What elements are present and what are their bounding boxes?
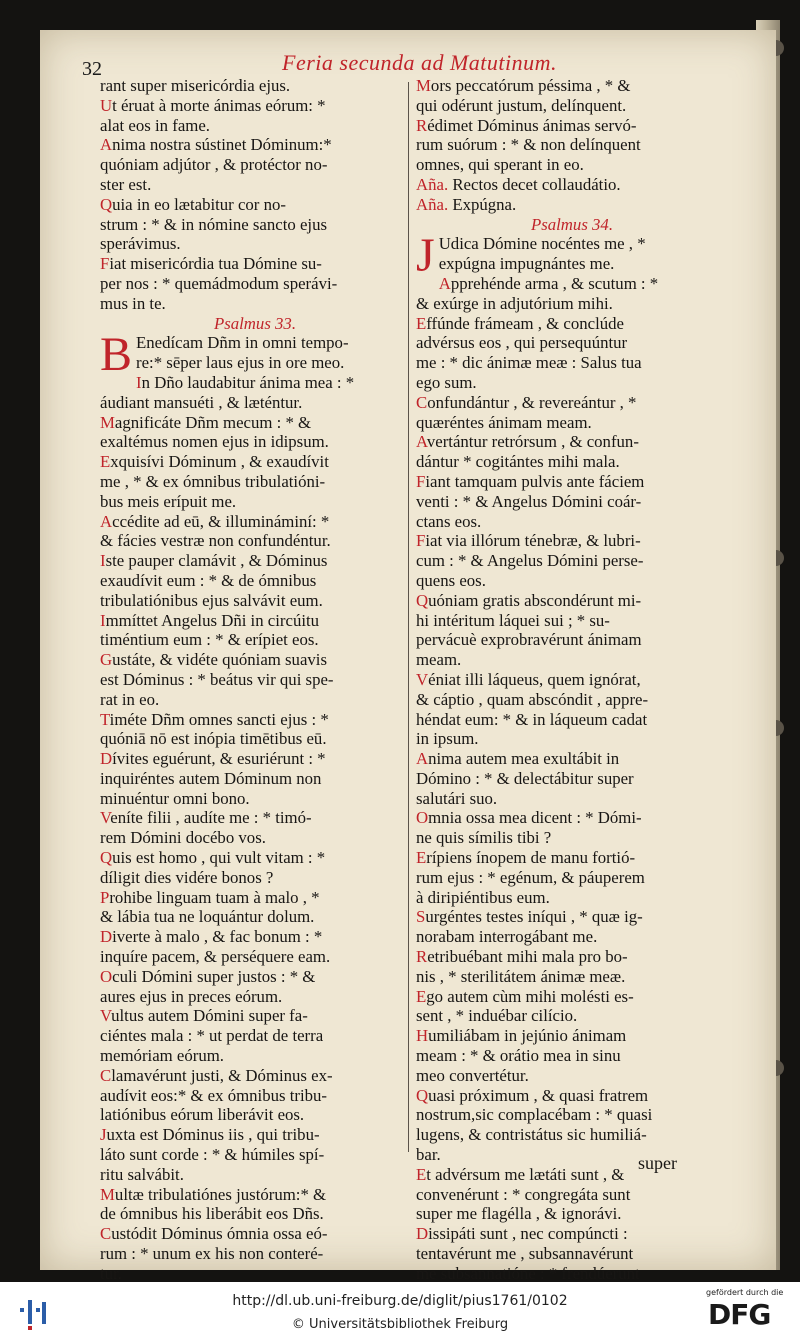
drop-capital: B: [100, 328, 133, 382]
line-text: exaltémus nomen ejus in idipsum.: [100, 432, 329, 452]
line-text: & fácies vestræ non confundéntur.: [100, 531, 331, 551]
text-line: [100, 749, 400, 769]
line-text: bus meis erípuit me.: [100, 491, 237, 511]
text-line: [100, 274, 400, 294]
text-line: [416, 828, 718, 848]
line-text: convenérunt : * congregáta sunt: [416, 1184, 631, 1204]
line-text: urgéntes testes iníqui , * quæ ig-: [425, 907, 643, 927]
page-number: 32: [82, 58, 102, 80]
text-line: [416, 1046, 718, 1066]
column-divider: [408, 82, 409, 1152]
text-line: [416, 1204, 718, 1224]
line-text: quóniam adjútor , & protéctor no-: [100, 155, 328, 175]
text-line: [100, 670, 400, 690]
psalm-heading: [100, 314, 400, 334]
rubric-initial: M: [100, 1184, 115, 1204]
line-text: & lábia tua ne loquántur dolum.: [100, 907, 315, 927]
line-text: exaudívit eum : * & de ómnibus: [100, 570, 317, 590]
text-line: [416, 531, 718, 551]
text-line: [416, 432, 718, 452]
rubric-initial: E: [416, 986, 427, 1006]
line-text: minuéntur omni bono.: [100, 788, 250, 808]
line-text: Psalmus 33.: [213, 313, 297, 333]
line-text: issipáti sunt , nec compúncti :: [428, 1224, 628, 1244]
rubric-initial: Q: [416, 1085, 429, 1105]
text-line: [416, 175, 718, 195]
rubric-initial: U: [100, 95, 113, 115]
line-text: go autem cùm mihi molésti es-: [426, 986, 634, 1006]
line-text: quæréntes ánimam meam.: [416, 412, 592, 432]
line-text: meo convertétur.: [416, 1065, 529, 1085]
text-line: [416, 274, 718, 294]
rubric-initial: R: [416, 115, 428, 135]
text-line: [416, 551, 718, 571]
sponsor-caption: gefördert durch die: [706, 1288, 784, 1297]
line-text: onfundántur , & revereántur , *: [427, 392, 637, 412]
text-line: [416, 413, 718, 433]
line-text: díligit dies vidére bonos ?: [100, 867, 274, 887]
rubric-initial: C: [100, 1065, 112, 1085]
text-line: [416, 116, 718, 136]
line-text: super me flagélla , & ignorávi.: [416, 1204, 622, 1224]
line-text: ultus autem Dómini super fa-: [111, 1006, 308, 1026]
text-line: [100, 413, 400, 433]
text-line: [100, 1006, 400, 1026]
text-line: [416, 96, 718, 116]
text-line: [100, 868, 400, 888]
rubric-initial: M: [416, 76, 431, 95]
text-line: [100, 571, 400, 591]
rubric-initial: Q: [416, 590, 429, 610]
line-text: nima autem mea exultábit in: [428, 749, 620, 769]
line-text: tribulatiónibus ejus salvávit eum.: [100, 590, 323, 610]
line-text: rant super misericórdia ejus.: [100, 76, 291, 95]
text-line: [416, 1105, 718, 1125]
line-text: nostrum,sic complacébam : * quasi: [416, 1105, 653, 1125]
rubric-initial: Aña.: [416, 194, 449, 214]
line-text: rat in eo.: [100, 689, 160, 709]
rubric-initial: D: [416, 1224, 429, 1244]
text-line: [100, 294, 400, 314]
text-line: [416, 987, 718, 1007]
text-line: [416, 195, 718, 215]
rubric-initial: A: [100, 511, 113, 531]
text-line: [100, 1244, 400, 1264]
text-line: [416, 710, 718, 730]
line-text: meam : * & orátio mea in sinu: [416, 1046, 621, 1066]
text-line: [416, 947, 718, 967]
text-line: [416, 1224, 718, 1244]
line-text: ors peccatórum péssima , * &: [430, 76, 631, 95]
drop-capital: J: [416, 229, 435, 283]
line-text: t éruat à morte ánimas eórum: *: [112, 95, 326, 115]
text-line: [416, 1026, 718, 1046]
line-text: umiliábam in jejúnio ánimam: [428, 1026, 627, 1046]
text-line: [416, 690, 718, 710]
text-line: [100, 1185, 400, 1205]
rubric-initial: O: [100, 966, 113, 986]
text-line: [416, 452, 718, 472]
text-line: [100, 591, 400, 611]
rubric-initial: P: [100, 887, 110, 907]
line-text: de ómnibus his liberábit eos Dñs.: [100, 1204, 324, 1224]
line-text: ultæ tribulatiónes justórum:* &: [114, 1184, 327, 1204]
rubric-initial: C: [100, 1224, 112, 1244]
rubric-initial: V: [100, 1006, 112, 1026]
text-line: [100, 1105, 400, 1125]
text-line: [100, 1046, 400, 1066]
text-line: [416, 1066, 718, 1086]
text-line: [100, 492, 400, 512]
text-line: [416, 1244, 718, 1264]
rubric-initial: F: [100, 254, 110, 274]
text-line: [100, 1204, 400, 1224]
line-text: venti : * & Angelus Dómini coár-: [416, 491, 642, 511]
text-line: [100, 729, 400, 749]
line-text: & exúrge in adjutórium mihi.: [416, 293, 613, 313]
text-line: [416, 630, 718, 650]
line-text: áudiant mansuéti , & læténtur.: [100, 392, 303, 412]
line-text: inquiréntes autem Dóminum non: [100, 768, 322, 788]
text-line: [416, 789, 718, 809]
text-line: [416, 670, 718, 690]
line-text: cum : * & Angelus Dómini perse-: [416, 551, 644, 571]
line-text: etribuébant mihi mala pro bo-: [427, 947, 628, 967]
rubric-initial: C: [416, 392, 428, 412]
line-text: salutári suo.: [416, 788, 498, 808]
line-text: strum : * & in nómine sancto ejus: [100, 214, 327, 234]
text-line: [100, 1086, 400, 1106]
rubric-initial: I: [100, 551, 106, 571]
line-text: advérsus eos , qui persequúntur: [416, 333, 628, 353]
line-text: rum suórum : * & non delínquent: [416, 135, 641, 155]
text-line: [100, 630, 400, 650]
text-line: [100, 96, 400, 116]
line-text: uóniam gratis abscondérunt mi-: [428, 590, 642, 610]
text-line: [416, 571, 718, 591]
line-text: uasi próximum , & quasi fratrem: [428, 1085, 649, 1105]
permalink-url[interactable]: http://dl.ub.uni-freiburg.de/diglit/pius1761/0102: [232, 1293, 568, 1309]
text-line: [100, 472, 400, 492]
line-text: iant tamquam pulvis ante fáciem: [425, 471, 645, 491]
line-text: ne quis símilis tibi ?: [416, 828, 552, 848]
line-text: timéntium eum : * & erípiet eos.: [100, 630, 319, 650]
line-text: pervácuè exprobravérunt ánimam: [416, 630, 642, 650]
line-text: rohibe linguam tuam à malo , *: [109, 887, 320, 907]
text-line: [416, 967, 718, 987]
line-text: mmíttet Angelus Dñi in circúitu: [105, 610, 320, 630]
text-line: [416, 373, 718, 393]
text-line: [100, 907, 400, 927]
line-text: me : * dic ánimæ meæ : Salus tua: [416, 353, 642, 373]
text-line: [416, 888, 718, 908]
line-text: rum ejus : * egénum, & páuperem: [416, 867, 645, 887]
text-line: [100, 710, 400, 730]
text-line: [416, 155, 718, 175]
line-text: latiónibus eórum liberávit eos.: [100, 1105, 305, 1125]
text-line: [100, 195, 400, 215]
line-text: Expúgna.: [448, 194, 517, 214]
text-line: [100, 1026, 400, 1046]
text-line: [100, 828, 400, 848]
text-line: [416, 492, 718, 512]
line-text: láto sunt corde : * & húmiles spí-: [100, 1145, 325, 1165]
line-text: Psalmus 34.: [530, 214, 614, 234]
line-text: mus in te.: [100, 293, 166, 313]
text-line: [416, 1264, 718, 1282]
line-text: ffúnde frámeam , & conclúde: [426, 313, 624, 333]
text-line: [416, 769, 718, 789]
line-text: culi Dómini super justos : * &: [112, 966, 316, 986]
text-line: [416, 314, 718, 334]
rubric-initial: E: [416, 848, 427, 868]
text-line: [416, 472, 718, 492]
text-line: [100, 1264, 400, 1282]
line-text: sent , * induébar cilício.: [416, 1006, 578, 1026]
text-line: [100, 393, 400, 413]
text-line: [100, 1125, 400, 1145]
line-text: uis est homo , qui vult vitam : *: [112, 848, 326, 868]
line-text: uia in eo lætabitur cor no-: [112, 194, 286, 214]
line-text: xquisívi Dóminum , & exaudívit: [110, 452, 329, 472]
line-text: & cáptio , quam abscóndit , appre-: [416, 689, 649, 709]
rubric-initial: J: [100, 1125, 107, 1145]
text-line: [100, 1145, 400, 1165]
text-line: [100, 116, 400, 136]
dfg-logo: DFG: [708, 1298, 771, 1331]
text-line: [100, 769, 400, 789]
rubric-initial: D: [100, 749, 113, 769]
text-line: [100, 947, 400, 967]
line-text: ego sum.: [416, 372, 477, 392]
line-text: in ipsum.: [416, 729, 479, 749]
rubric-initial: I: [136, 372, 142, 392]
line-text: uxta est Dóminus iis , qui tribu-: [106, 1125, 320, 1145]
text-line: [100, 611, 400, 631]
line-text: lamavérunt justi, & Dóminus ex-: [111, 1065, 333, 1085]
text-line: [100, 76, 400, 96]
line-text: bar.: [416, 1145, 441, 1165]
line-text: ciéntes mala : * ut perdat de terra: [100, 1026, 324, 1046]
rubric-initial: F: [416, 531, 426, 551]
psalm-heading: [416, 215, 718, 235]
line-text: rípiens ínopem de manu fortió-: [426, 848, 636, 868]
line-text: hi intéritum láquei sui ; * su-: [416, 610, 610, 630]
text-line: [100, 353, 400, 373]
line-text: sperávimus.: [100, 234, 181, 254]
text-line: [416, 76, 718, 96]
text-line: [100, 234, 400, 254]
catchword: super: [638, 1153, 677, 1173]
copyright-notice: © Universitätsbibliothek Freiburg: [291, 1317, 509, 1332]
text-line: [100, 808, 400, 828]
line-text: meam.: [416, 650, 462, 670]
text-line: [416, 353, 718, 373]
text-line: [100, 650, 400, 670]
text-line: [416, 650, 718, 670]
line-text: iméte Dñm omnes sancti ejus : *: [109, 709, 329, 729]
rubric-initial: Aña.: [416, 174, 449, 194]
rubric-initial: Q: [100, 848, 113, 868]
line-text: tur.: [100, 1263, 122, 1282]
rubric-initial: E: [100, 452, 111, 472]
text-line: [416, 254, 718, 274]
line-text: qui odérunt justum, delínquent.: [416, 95, 627, 115]
line-text: memóriam eórum.: [100, 1046, 224, 1066]
rubric-initial: A: [416, 432, 427, 452]
text-line: [100, 1165, 400, 1185]
text-line: [416, 808, 718, 828]
rubric-initial: E: [416, 1164, 427, 1184]
right-column: [416, 76, 718, 1282]
rubric-initial: M: [100, 412, 115, 432]
text-line: [416, 868, 718, 888]
line-text: édimet Dóminus ánimas servó-: [427, 115, 637, 135]
text-line: [416, 1006, 718, 1026]
text-line: [100, 135, 400, 155]
text-line: [416, 848, 718, 868]
line-text: pprehénde arma , & scutum : *: [450, 273, 659, 293]
rubric-initial: D: [100, 927, 113, 947]
rubric-initial: H: [416, 1026, 429, 1046]
line-text: me subsannatióne : * frendúerunt: [416, 1263, 640, 1282]
text-line: [416, 1125, 718, 1145]
rubric-initial: A: [416, 749, 429, 769]
line-text: rum : * unum ex his non conteré-: [100, 1244, 324, 1264]
line-text: ccédite ad eū, & illumináminí: *: [112, 511, 330, 531]
line-text: tentavérunt me , subsannavérunt: [416, 1244, 634, 1264]
line-text: n Dño laudabitur ánima mea : *: [141, 372, 355, 392]
text-line: [100, 512, 400, 532]
line-text: ívites eguérunt, & esuriérunt : *: [112, 749, 326, 769]
line-text: inquíre pacem, & perséquere eam.: [100, 947, 331, 967]
text-line: [416, 729, 718, 749]
rubric-initial: E: [416, 313, 427, 333]
text-line: [100, 551, 400, 571]
text-line: [100, 1224, 400, 1244]
text-line: [416, 294, 718, 314]
line-text: éniat illi láqueus, quem ignórat,: [428, 669, 641, 689]
running-title: Feria secunda ad Matutinum.: [282, 50, 558, 75]
text-line: [100, 690, 400, 710]
line-text: agnificáte Dñm mecum : * &: [114, 412, 312, 432]
line-text: héndat eum: * & in láqueum cadat: [416, 709, 648, 729]
text-line: [100, 967, 400, 987]
rubric-initial: V: [416, 669, 429, 689]
line-text: t advérsum me lætáti sunt , &: [426, 1164, 625, 1184]
text-line: [416, 611, 718, 631]
line-text: ustáte, & vidéte quóniam suavis: [112, 650, 327, 670]
text-line: [100, 531, 400, 551]
line-text: alat eos in fame.: [100, 115, 210, 135]
line-text: Enedícam Dñm in omni tempo-: [136, 333, 349, 353]
text-line: [100, 254, 400, 274]
line-text: rem Dómini docébo vos.: [100, 828, 266, 848]
line-text: Rectos decet collaudátio.: [448, 174, 621, 194]
line-text: iverte à malo , & fac bonum : *: [112, 927, 323, 947]
line-text: aures ejus in preces eórum.: [100, 986, 283, 1006]
rubric-initial: G: [100, 650, 113, 670]
line-text: re:* sēper laus ejus in ore meo.: [136, 353, 345, 373]
text-line: [100, 789, 400, 809]
text-line: [416, 591, 718, 611]
rubric-initial: A: [100, 135, 113, 155]
text-line: [100, 432, 400, 452]
line-text: iat misericórdia tua Dómine su-: [109, 254, 322, 274]
line-text: nis , * sterilitátem ánimæ meæ.: [416, 966, 626, 986]
text-line: [416, 1086, 718, 1106]
text-line: [416, 1185, 718, 1205]
rubric-initial: A: [438, 273, 451, 293]
line-text: ste pauper clamávit , & Dóminus: [105, 551, 328, 571]
line-text: ritu salvábit.: [100, 1164, 184, 1184]
line-text: est Dóminus : * beátus vir qui spe-: [100, 669, 334, 689]
line-text: omnes, qui sperant in eo.: [416, 155, 584, 175]
text-line: [100, 987, 400, 1007]
text-line: [100, 215, 400, 235]
line-text: me , * & ex ómnibus tribulatióni-: [100, 471, 326, 491]
line-text: ctans eos.: [416, 511, 482, 531]
text-line: [416, 907, 718, 927]
line-text: à diripiéntibus eum.: [416, 887, 550, 907]
line-text: quens eos.: [416, 570, 486, 590]
text-line: [100, 452, 400, 472]
rubric-initial: T: [100, 709, 110, 729]
line-text: Udica Dómine nocéntes me , *: [438, 234, 646, 254]
line-text: eníte filii , audíte me : * timó-: [110, 808, 312, 828]
line-text: mnia ossa mea dicent : * Dómi-: [428, 808, 642, 828]
text-line: [100, 888, 400, 908]
line-text: expúgna impugnántes me.: [438, 254, 615, 274]
text-line: [416, 135, 718, 155]
text-line: [416, 749, 718, 769]
footer-bar: [0, 1282, 800, 1340]
rubric-initial: F: [416, 471, 426, 491]
line-text: norabam interrogábant me.: [416, 927, 598, 947]
line-text: audívit eos:* & ex ómnibus tribu-: [100, 1085, 327, 1105]
text-line: [416, 333, 718, 353]
rubric-initial: R: [416, 947, 428, 967]
text-line: [100, 927, 400, 947]
line-text: per nos : * quemádmodum sperávi-: [100, 273, 338, 293]
left-column: [100, 76, 400, 1282]
text-line: [416, 927, 718, 947]
text-line: [100, 155, 400, 175]
line-text: nima nostra sústinet Dóminum:*: [112, 135, 332, 155]
rubric-initial: Q: [100, 194, 113, 214]
rubric-initial: S: [416, 907, 426, 927]
line-text: ster est.: [100, 174, 152, 194]
rubric-initial: O: [416, 808, 429, 828]
line-text: iat via illórum ténebræ, & lubri-: [425, 531, 641, 551]
text-line: [100, 373, 400, 393]
text-line: [100, 175, 400, 195]
text-line: [416, 512, 718, 532]
text-line: [100, 1066, 400, 1086]
rubric-initial: I: [100, 610, 106, 630]
text-line: [416, 393, 718, 413]
line-text: quóniā nō est inópia timētibus eū.: [100, 729, 327, 749]
line-text: Dómino : * & delectábitur super: [416, 768, 634, 788]
line-text: ustódit Dóminus ómnia ossa eó-: [111, 1224, 328, 1244]
text-line: [100, 848, 400, 868]
line-text: lugens, & contristátus sic humiliá-: [416, 1125, 647, 1145]
line-text: vertántur retrórsum , & confun-: [426, 432, 639, 452]
rubric-initial: V: [100, 808, 111, 828]
line-text: dántur * cogitántes mihi mala.: [416, 452, 620, 472]
